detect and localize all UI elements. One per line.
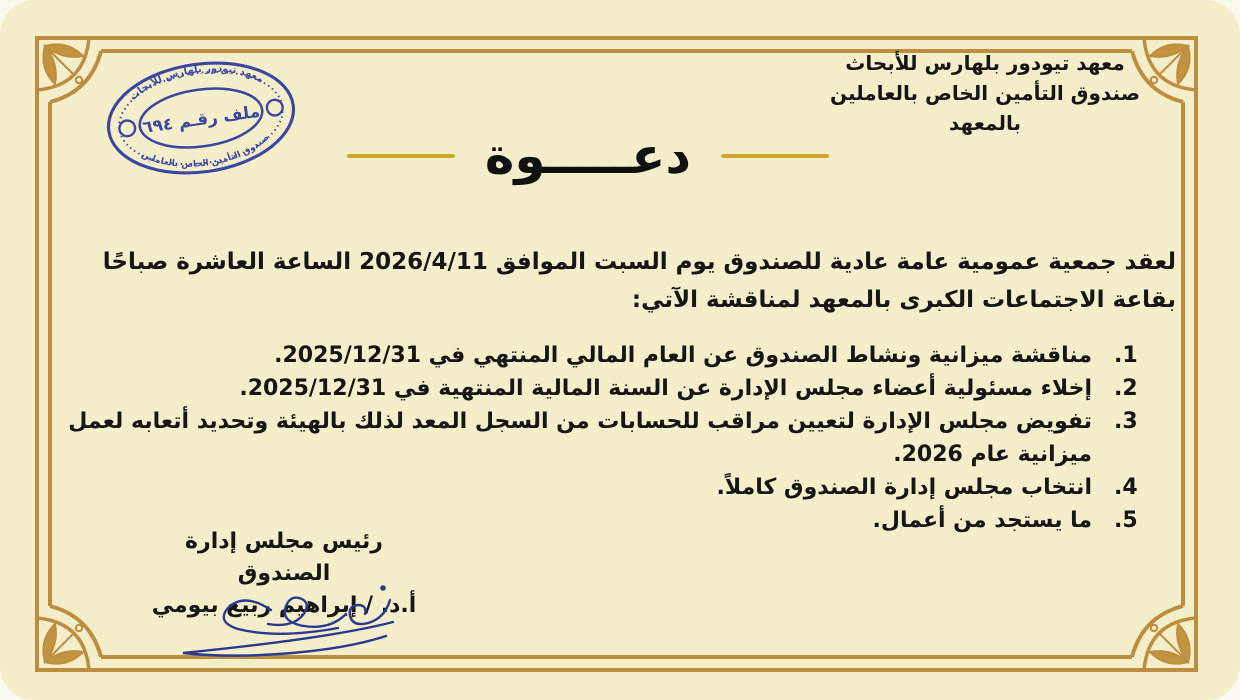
title-rule-left bbox=[347, 154, 455, 158]
agenda-item-text: مناقشة ميزانية ونشاط الصندوق عن العام المالي المنتهي في 2025/12/31. bbox=[274, 343, 1092, 368]
agenda-item bbox=[60, 471, 1140, 504]
agenda-item-number: 4. bbox=[1114, 475, 1138, 500]
agenda-item-number: 1. bbox=[1114, 343, 1138, 368]
org-name-line1: معهد تيودور بلهارس للأبحاث bbox=[845, 51, 1125, 75]
title-row bbox=[0, 124, 1208, 188]
handwritten-signature bbox=[128, 580, 418, 658]
agenda-item-text: انتخاب مجلس إدارة الصندوق كاملاً. bbox=[716, 475, 1092, 500]
org-name-line2: صندوق التأمين الخاص بالعاملين بالمعهد bbox=[829, 81, 1141, 135]
intro-paragraph: لعقد جمعية عمومية عامة عادية للصندوق يوم السبت الموافق 2026/4/11 الساعة العاشرة صباحًا بقاعة الاجتماعات الكبرى بالمعهد لمناقشة الآتي: bbox=[102, 249, 1176, 313]
agenda-item-text: إخلاء مسئولية أعضاء مجلس الإدارة عن السنة المالية المنتهية في 2025/12/31. bbox=[239, 376, 1092, 401]
signatory-role: رئيس مجلس إدارة الصندوق bbox=[185, 529, 383, 586]
stamp-arc-top-text: معهد تيودور بلهارس للأبحاث bbox=[127, 63, 266, 103]
agenda-item bbox=[60, 372, 1140, 405]
stamp-right-circle bbox=[266, 99, 284, 117]
agenda-item bbox=[60, 339, 1140, 372]
signatory-name: أ.د. / إبراهيم ربيع بيومي bbox=[151, 593, 417, 618]
agenda-item-number: 5. bbox=[1114, 508, 1138, 533]
stamp-center-text: ملف رقـم ٦٩٤ bbox=[141, 101, 262, 137]
title-rule-right bbox=[721, 154, 829, 158]
agenda-list bbox=[60, 339, 1140, 537]
stamp-arc-bottom-text: صندوق التأمين الخاص بالعاملين bbox=[139, 132, 272, 170]
agenda-item-text: ما يستجد من أعمال. bbox=[872, 508, 1092, 533]
agenda-item-number: 2. bbox=[1114, 376, 1138, 401]
page-title: دعـــــوة bbox=[484, 127, 692, 185]
agenda-item bbox=[60, 405, 1140, 471]
agenda-item-number: 3. bbox=[1114, 409, 1138, 434]
agenda-item-text: تفويض مجلس الإدارة لتعيين مراقب للحسابات من السجل المعد لذلك بالهيئة وتحديد أتعابه لعمل ميزانية عام 2026. bbox=[68, 409, 1092, 467]
